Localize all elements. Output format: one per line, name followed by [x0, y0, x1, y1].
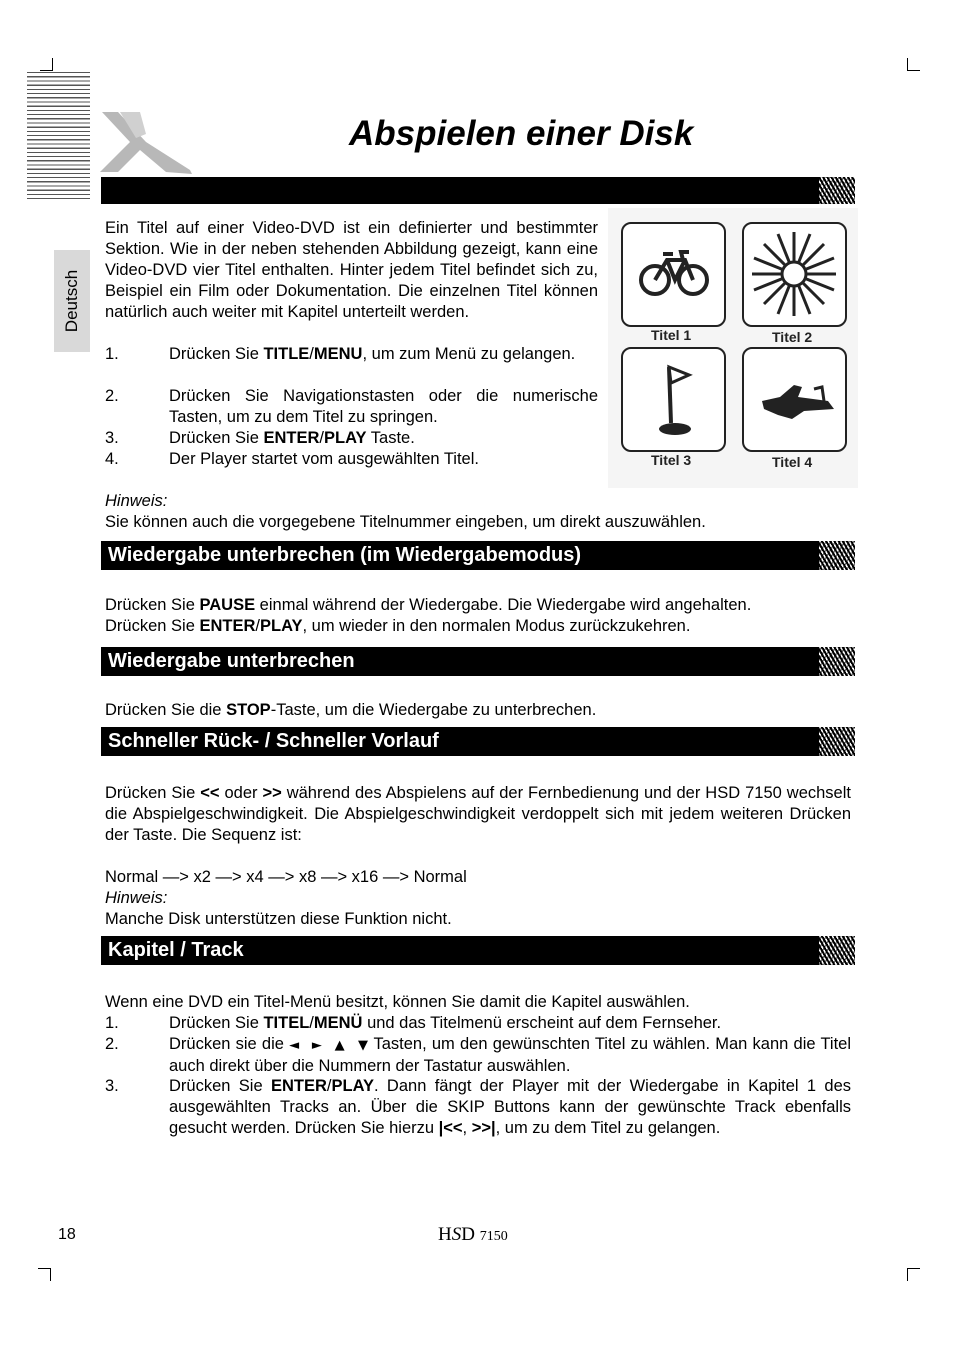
key-play: PLAY	[323, 429, 367, 447]
model-letter: S	[451, 1224, 462, 1245]
key-menu: MENÜ	[313, 1014, 363, 1032]
fast-paragraph	[105, 783, 851, 846]
section-heading: Wiedergabe unterbrechen	[108, 650, 355, 672]
intro-step-4: Der Player startet vom ausgewählten Titel.	[169, 450, 479, 468]
key-titel: TITEL	[263, 1014, 310, 1032]
chapter-intro: Wenn eine DVD ein Titel-Menü besitzt, können Sie damit die Kapitel auswählen.	[105, 993, 690, 1011]
key-skip-back: |<<	[438, 1119, 463, 1137]
section-heading: Kapitel / Track	[108, 939, 244, 961]
section-heading: Schneller Rück- / Schneller Vorlauf	[108, 730, 439, 752]
model-number: 7150	[479, 1229, 508, 1244]
crop-mark-top-left	[40, 58, 53, 71]
intro-step-2-number: 2.	[105, 387, 119, 405]
chapter-step-3	[169, 1076, 851, 1139]
pause-line-2	[105, 616, 690, 637]
separator: /	[309, 1014, 314, 1032]
decorative-stripes	[27, 72, 90, 200]
text: während des Abspielens auf der Fernbedienung und der HSD 7150 wechselt die Abspielgeschwindigkeit. Die Abspielgeschwindigkeit verdoppelt sich mit jedem weiteren Drücken der Taste. Die Sequenz ist:	[105, 784, 851, 844]
section-bar-pause	[101, 541, 855, 570]
step-text: , um zum Menü zu gelangen.	[362, 345, 576, 363]
airplane-icon	[744, 349, 845, 450]
key-forward: >>	[262, 784, 282, 802]
text: , um wieder in den normalen Modus zurückzukehren.	[302, 617, 691, 635]
model-logo	[438, 1224, 508, 1246]
section-bar-chapter	[101, 936, 855, 965]
section-heading: Wiedergabe unterbrechen (im Wiedergabemodus)	[108, 544, 582, 566]
page-title: Abspielen einer Disk	[349, 114, 694, 153]
separator: ,	[462, 1119, 472, 1137]
section-bar-fast	[101, 727, 855, 756]
key-play: PLAY	[259, 617, 303, 635]
model-letter: D	[461, 1224, 475, 1245]
title-tile-3-label: Titel 3	[651, 452, 692, 468]
intro-step-4-number: 4.	[105, 450, 119, 468]
fast-note-text: Manche Disk unterstützen diese Funktion nicht.	[105, 910, 452, 928]
title-tile-1-label: Titel 1	[651, 327, 692, 343]
intro-note-label	[105, 491, 167, 512]
key-enter: ENTER	[270, 1077, 327, 1095]
starburst-icon	[744, 224, 845, 325]
intro-step-2: Drücken Sie Navigationstasten oder die numerische Tasten, um zu dem Titel zu springen.	[169, 387, 598, 426]
chapter-step-1-number: 1.	[105, 1014, 119, 1032]
bicycle-icon	[623, 224, 724, 325]
crop-mark-bottom-right	[907, 1268, 920, 1281]
language-tab	[54, 250, 90, 352]
golf-flag-icon	[623, 349, 724, 450]
text: Tasten, um den gewünschten Titel zu wählen. Man kann die Titel auch direkt über die Nummern der Tastatur auswählen.	[169, 1035, 852, 1075]
crop-mark-top-right	[907, 58, 920, 71]
key-skip-forward: >>|	[471, 1119, 496, 1137]
bar-hatch-overlay	[819, 541, 855, 570]
crop-mark-bottom-left	[38, 1268, 51, 1281]
separator: /	[326, 1077, 332, 1095]
text: einmal während der Wiedergabe. Die Wiedergabe wird angehalten.	[255, 596, 752, 614]
text: -Taste, um die Wiedergabe zu unterbrechen.	[270, 701, 597, 719]
key-pause: PAUSE	[199, 596, 256, 614]
title-tile-3	[621, 347, 726, 452]
intro-step-1	[169, 344, 598, 365]
title-tile-4-label: Titel 4	[772, 454, 813, 470]
pause-line-1	[105, 595, 751, 616]
intro-step-3	[169, 428, 598, 449]
key-stop: STOP	[226, 701, 271, 719]
text: , um zu dem Titel zu gelangen.	[495, 1119, 721, 1137]
title-tile-2-label: Titel 2	[772, 329, 813, 345]
text: Drücken Sie	[105, 784, 201, 802]
speed-sequence: Normal —> x2 —> x4 —> x8 —> x16 —> Normal	[105, 868, 467, 886]
page-number: 18	[58, 1226, 76, 1243]
bar-hatch-overlay	[819, 177, 855, 204]
note-label: Hinweis:	[105, 889, 168, 907]
title-bar	[101, 177, 855, 204]
key-enter: ENTER	[199, 617, 256, 635]
bar-hatch-overlay	[819, 727, 855, 756]
chapter-step-1	[169, 1013, 851, 1034]
separator: /	[319, 429, 324, 447]
intro-paragraph: Ein Titel auf einer Video-DVD ist ein definierter und bestimmter Sektion. Wie in der neben stehenden Abbildung gezeigt, kann eine Video-DVD vier Titel enthalten. Hinter jedem Titel befindet sich zu, Beispiel ein Film oder Dokumentation. Die einzelnen Titel können natürlich auch weiter mit Kapitel unterteilt werden.	[105, 219, 598, 321]
text: Drücken Sie	[169, 1077, 271, 1095]
key-enter: ENTER	[263, 429, 320, 447]
bar-hatch-overlay	[819, 936, 855, 965]
title-tile-4	[742, 347, 847, 452]
text: Drücken sie die	[169, 1035, 290, 1053]
text: Drücken Sie	[105, 596, 200, 614]
text: Drücken Sie	[169, 1014, 264, 1032]
section-bar-stop	[101, 647, 855, 676]
separator: /	[309, 345, 314, 363]
text: oder	[219, 784, 263, 802]
bar-hatch-overlay	[819, 647, 855, 676]
intro-step-1-number: 1.	[105, 345, 119, 363]
key-menu: MENU	[313, 345, 363, 363]
x-logo-icon	[96, 108, 196, 176]
fast-note-label	[105, 888, 167, 909]
title-tile-2	[742, 222, 847, 327]
text: . Dann fängt der Player mit der Wiedergabe in Kapitel 1 des ausgewählten Tracks an. Über die SKIP Buttons kann der gewünschte Track ebenfalls gesucht werden. Drücken Sie hierzu	[169, 1077, 851, 1137]
step-text: Drücken Sie	[169, 345, 264, 363]
key-title: TITLE	[263, 345, 310, 363]
key-rewind: <<	[200, 784, 220, 802]
intro-note-text: Sie können auch die vorgegebene Titelnummer eingeben, um direkt auszuwählen.	[105, 513, 706, 531]
step-text: Taste.	[366, 429, 415, 447]
language-label: Deutsch	[62, 269, 81, 333]
text: Drücken Sie	[105, 617, 200, 635]
chapter-step-2-number: 2.	[105, 1035, 119, 1053]
text: und das Titelmenü erscheint auf dem Fernseher.	[362, 1014, 722, 1032]
model-letter: H	[438, 1224, 452, 1245]
separator: /	[255, 617, 260, 635]
chapter-step-2	[169, 1034, 851, 1077]
text: Drücken Sie die	[105, 701, 227, 719]
intro-step-3-number: 3.	[105, 429, 119, 447]
step-text: Drücken Sie	[169, 429, 264, 447]
key-play: PLAY	[331, 1077, 374, 1095]
note-label: Hinweis:	[105, 492, 168, 510]
title-tile-1	[621, 222, 726, 327]
stop-line	[105, 700, 596, 721]
chapter-step-3-number: 3.	[105, 1077, 119, 1095]
arrow-keys-icon: ◄ ► ▲ ▼	[289, 1038, 369, 1053]
